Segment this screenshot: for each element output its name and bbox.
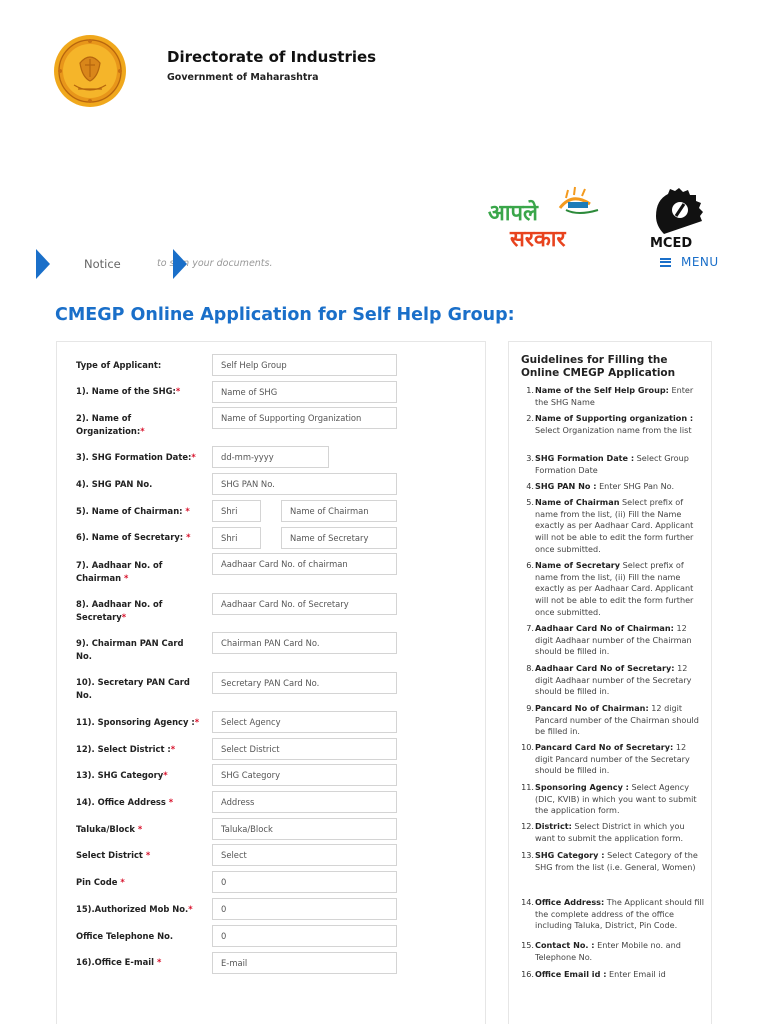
guideline-number: 10. (521, 742, 534, 752)
pan-secretary-input[interactable]: Secretary PAN Card No. (212, 672, 397, 694)
guideline-text: SHG Formation Date : Select Group Formation Date (535, 453, 689, 475)
guideline-text: SHG Category : Select Category of the SHG from the list (i.e. General, Women) (535, 850, 698, 872)
guideline-number: 13. (521, 850, 534, 860)
email-label: 16).Office E-mail * (76, 957, 162, 967)
shg-category-label: 13). SHG Category* (76, 770, 168, 780)
guideline-text: Name of Supporting organization : Select Organization name from the list (535, 413, 694, 435)
chairman-prefix-select[interactable]: Shri (212, 500, 261, 522)
sponsoring-agency-label: 11). Sponsoring Agency :* (76, 717, 200, 727)
shg-name-input[interactable]: Name of SHG (212, 381, 397, 403)
chairman-name-label: 5). Name of Chairman: * (76, 506, 190, 516)
mobile-label: 15).Authorized Mob No.* (76, 904, 193, 914)
aadhaar-secretary-label: 8). Aadhaar No. of Secretary* (76, 599, 163, 622)
menu-button[interactable] (660, 255, 719, 269)
ticker-arrow-icon (173, 249, 187, 279)
organization-label: 2). Name of Organization:* (76, 413, 145, 436)
org-subtitle: Government of Maharashtra (167, 72, 319, 83)
organization-select[interactable]: Name of Supporting Organization (212, 407, 397, 429)
guideline-number: 11. (521, 782, 534, 792)
svg-text:आपले: आपले (488, 201, 538, 226)
pan-chairman-input[interactable]: Chairman PAN Card No. (212, 632, 397, 654)
district-select[interactable]: Select District (212, 738, 397, 760)
guideline-text: Pancard No of Chairman: 12 digit Pancard number of the Chairman should be filled in. (535, 703, 699, 737)
mced-logo[interactable] (648, 186, 710, 250)
guideline-number: 7. (526, 623, 534, 633)
guideline-text: Sponsoring Agency : Select Agency (DIC, KVIB) in which you want to submit the application form. (535, 782, 697, 816)
telephone-label: Office Telephone No. (76, 931, 174, 941)
shg-pan-input[interactable]: SHG PAN No. (212, 473, 397, 495)
guideline-number: 1. (526, 385, 534, 395)
office-district-select[interactable]: Select (212, 844, 397, 866)
menu-label: MENU (681, 255, 719, 269)
shg-name-label: 1). Name of the SHG:* (76, 386, 181, 396)
pin-code-label: Pin Code * (76, 877, 125, 887)
taluka-label: Taluka/Block * (76, 824, 143, 834)
notice-label: Notice (84, 257, 121, 271)
guideline-text: SHG PAN No : Enter SHG Pan No. (535, 481, 675, 491)
mobile-input[interactable]: 0 (212, 898, 397, 920)
guideline-number: 12. (521, 821, 534, 831)
guideline-number: 4. (526, 481, 534, 491)
aadhaar-chairman-input[interactable]: Aadhaar Card No. of chairman (212, 553, 397, 575)
guideline-number: 3. (526, 453, 534, 463)
guideline-number: 5. (526, 497, 534, 507)
guideline-number: 14. (521, 897, 534, 907)
guideline-number: 9. (526, 703, 534, 713)
email-input[interactable]: E-mail (212, 952, 397, 974)
guideline-text: Contact No. : Enter Mobile no. and Telephone No. (535, 940, 681, 962)
org-title: Directorate of Industries (167, 48, 377, 66)
guideline-text: Aadhaar Card No of Chairman: 12 digit Aadhaar number of the Chairman should be filled in. (535, 623, 692, 657)
pan-secretary-label: 10). Secretary PAN Card No. (76, 677, 190, 700)
secretary-name-label: 6). Name of Secretary: * (76, 532, 191, 542)
notice-ticker-text[interactable]: to sign your documents. (157, 258, 273, 269)
guideline-text: Office Address: The Applicant should fill the complete address of the office including Taluka, District, Pin Code. (535, 897, 704, 931)
type-of-applicant-field[interactable]: Self Help Group (212, 354, 397, 376)
aadhaar-chairman-label: 7). Aadhaar No. of Chairman * (76, 560, 163, 583)
svg-text:MCED: MCED (650, 236, 693, 250)
notice-arrow-icon (36, 249, 50, 279)
formation-date-label: 3). SHG Formation Date:* (76, 452, 196, 462)
hamburger-icon (660, 258, 671, 267)
page-title: CMEGP Online Application for Self Help Group: (55, 305, 515, 325)
guideline-text: Pancard Card No of Secretary: 12 digit Pancard number of the Secretary should be filled in. (535, 742, 690, 776)
district-label: 12). Select District :* (76, 744, 176, 754)
office-address-input[interactable]: Address (212, 791, 397, 813)
guideline-text: Name of Secretary Select prefix of name from the list, (ii) Fill the name exactly as per Aadhaar Card. Applicant will not be able to edit the form further once submitted. (535, 560, 694, 617)
guideline-number: 6. (526, 560, 534, 570)
maharashtra-emblem-logo (52, 33, 128, 109)
guideline-number: 8. (526, 663, 534, 673)
taluka-input[interactable]: Taluka/Block (212, 818, 397, 840)
svg-text:सरकार: सरकार (510, 227, 566, 252)
guideline-text: Name of Chairman Select prefix of name from the list, (ii) Fill the Name exactly as per Aadhaar Card. Applicant will not be able to edit the form further once submitted. (535, 497, 694, 554)
type-of-applicant-label: Type of Applicant: (76, 360, 162, 370)
telephone-input[interactable]: 0 (212, 925, 397, 947)
pan-chairman-label: 9). Chairman PAN Card No. (76, 638, 184, 661)
aaple-sarkar-logo[interactable] (486, 186, 604, 252)
guideline-text: Office Email id : Enter Email id (535, 969, 666, 979)
guideline-number: 16. (521, 969, 534, 979)
pin-code-input[interactable]: 0 (212, 871, 397, 893)
chairman-name-input[interactable]: Name of Chairman (281, 500, 397, 522)
sponsoring-agency-select[interactable]: Select Agency (212, 711, 397, 733)
guideline-number: 15. (521, 940, 534, 950)
office-district-label: Select District * (76, 850, 151, 860)
aadhaar-secretary-input[interactable]: Aadhaar Card No. of Secretary (212, 593, 397, 615)
guideline-text: District: Select District in which you want to submit the application form. (535, 821, 685, 843)
guideline-number: 2. (526, 413, 534, 423)
office-address-label: 14). Office Address * (76, 797, 174, 807)
guideline-text: Name of the Self Help Group: Enter the SHG Name (535, 385, 694, 407)
shg-pan-label: 4). SHG PAN No. (76, 479, 153, 489)
formation-date-input[interactable]: dd-mm-yyyy (212, 446, 329, 468)
secretary-prefix-select[interactable]: Shri (212, 527, 261, 549)
guideline-text: Aadhaar Card No of Secretary: 12 digit Aadhaar number of the Secretary should be filled in. (535, 663, 692, 697)
secretary-name-input[interactable]: Name of Secretary (281, 527, 397, 549)
shg-category-select[interactable]: SHG Category (212, 764, 397, 786)
guidelines-title: Guidelines for Filling the Online CMEGP Application (521, 354, 676, 379)
